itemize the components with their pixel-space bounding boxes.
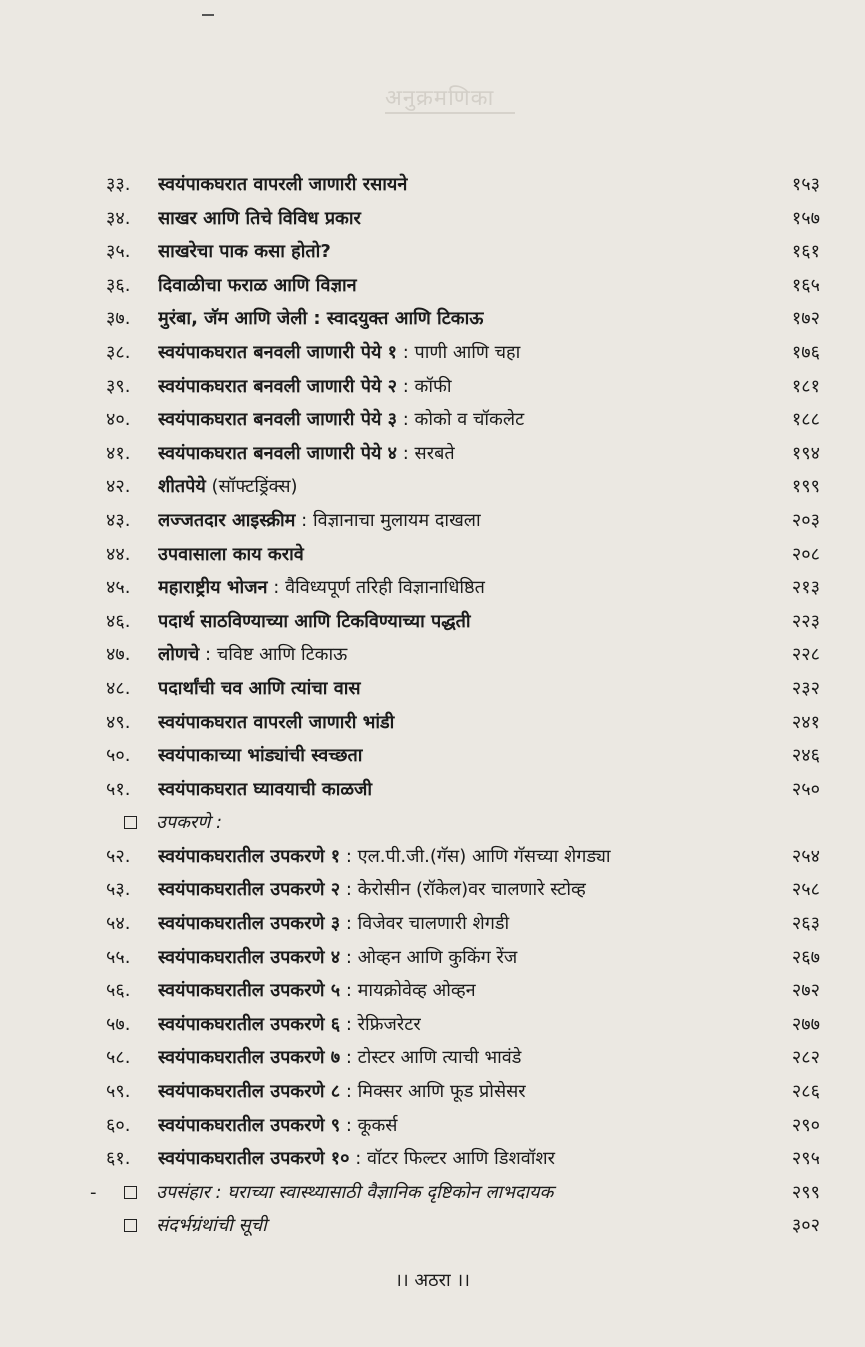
entry-title-main: लोणचे <box>158 644 200 666</box>
entry-number: ४७. <box>106 644 131 666</box>
entry-number: ५८. <box>106 1047 131 1069</box>
entry-title-sub: : ओव्हन आणि कुकिंग रेंज <box>340 946 518 968</box>
ghost-heading-underline <box>385 112 515 114</box>
entry-title <box>158 538 750 572</box>
entry-title-main: शीतपेये <box>158 476 206 498</box>
entry-page-number: २९५ <box>791 1148 820 1170</box>
toc-entry <box>106 470 820 504</box>
entry-title <box>158 1008 750 1042</box>
entry-page-number: २१३ <box>791 577 820 599</box>
entry-page-number: २२८ <box>791 644 820 666</box>
toc-entry <box>106 370 820 404</box>
dash-mark: - <box>90 1181 97 1203</box>
section-label: उपकरणे : <box>156 812 223 834</box>
entry-page-number: २५४ <box>791 845 820 867</box>
entry-title-main: स्वयंपाकघरातील उपकरणे ६ <box>158 1013 341 1035</box>
entry-title-main: साखरेचा पाक कसा होतो? <box>158 241 331 263</box>
entry-number: ५४. <box>106 913 131 935</box>
entry-title-sub: : कोको व चॉकलेट <box>397 409 525 431</box>
entry-title-sub: : वैविध्यपूर्ण तरिही विज्ञानाधिष्ठित <box>267 577 485 599</box>
entry-page-number: २९९ <box>791 1181 820 1203</box>
entry-number: ५७. <box>106 1013 131 1035</box>
entry-number: ५२. <box>106 845 131 867</box>
entry-title-main: स्वयंपाकघरातील उपकरणे १ <box>158 845 341 867</box>
entry-title-sub: : एल.पी.जी.(गॅस) आणि गॅसच्या शेगड्या <box>340 845 611 867</box>
toc-entry <box>106 672 820 706</box>
entry-title <box>158 403 750 437</box>
entry-title-main: स्वयंपाकघरातील उपकरणे ७ <box>158 1047 341 1069</box>
entry-number: ५३. <box>106 879 131 901</box>
page-number-footer: ।। अठरा ।। <box>395 1270 470 1291</box>
entry-number: ४८. <box>106 677 131 699</box>
entry-title-sub: : टोस्टर आणि त्याची भावंडे <box>340 1047 522 1069</box>
entry-title <box>158 873 750 907</box>
entry-title-main: मुरंबा, जॅम आणि जेली : स्वादयुक्त आणि टिकाऊ <box>158 308 484 330</box>
entry-number: ३९. <box>106 375 131 397</box>
entry-title-main: स्वयंपाकघरातील उपकरणे ३ <box>158 913 341 935</box>
entry-page-number: २६३ <box>791 913 820 935</box>
entry-number: ३४. <box>106 207 131 229</box>
appendix-entry <box>106 1209 820 1243</box>
entry-number: ५०. <box>106 745 131 767</box>
entry-page-number: २२३ <box>791 610 820 632</box>
entry-title-main: महाराष्ट्रीय भोजन <box>158 577 268 599</box>
entry-number: ३७. <box>106 308 131 330</box>
entry-title <box>158 605 750 639</box>
entry-title-sub: : मायक्रोवेव्ह ओव्हन <box>340 980 476 1002</box>
entry-title <box>158 941 750 975</box>
entry-number: ४३. <box>106 509 131 531</box>
entry-title-main: दिवाळीचा फराळ आणि विज्ञान <box>158 274 357 296</box>
checkbox-square-icon <box>124 1186 137 1199</box>
toc-entry <box>106 403 820 437</box>
entry-title-main: स्वयंपाकघरात वापरली जाणारी रसायने <box>158 174 408 195</box>
toc-entry <box>106 1008 820 1042</box>
ghost-heading: अनुक्रमणिका <box>385 86 495 111</box>
entry-title <box>158 504 750 538</box>
entry-title <box>158 1041 750 1075</box>
entry-page-number: २०८ <box>791 543 820 565</box>
toc-entry <box>106 638 820 672</box>
entry-page-number: १६१ <box>791 241 820 263</box>
entry-title <box>158 370 750 404</box>
toc-entry <box>106 907 820 941</box>
entry-page-number: २३२ <box>791 677 820 699</box>
entry-number: ४०. <box>106 409 131 431</box>
entry-title <box>158 437 750 471</box>
toc-entry <box>106 873 820 907</box>
entry-page-number: २५० <box>791 778 820 800</box>
entry-title-sub: : सरबते <box>397 442 455 464</box>
toc-entry <box>106 739 820 773</box>
appendix-label: संदर्भग्रंथांची सूची <box>156 1215 267 1237</box>
entry-title-sub: : पाणी आणि चहा <box>397 341 521 363</box>
section-header-upkarane <box>106 806 820 840</box>
appendix-entry <box>90 1176 820 1210</box>
toc-entry <box>106 1142 820 1176</box>
entry-number: ३६. <box>106 274 131 296</box>
entry-title <box>158 302 750 336</box>
entry-title <box>158 470 750 504</box>
checkbox-square-icon <box>124 816 137 829</box>
checkbox-square-icon <box>124 1219 137 1232</box>
entry-page-number: १६५ <box>791 274 820 296</box>
entry-number: ५९. <box>106 1081 131 1103</box>
entry-title-sub: : रेफ्रिजरेटर <box>340 1013 421 1035</box>
entry-number: ४९. <box>106 711 131 733</box>
entry-page-number: १८८ <box>791 409 820 431</box>
entry-number: ३८. <box>106 341 131 363</box>
entry-title-main: स्वयंपाकघरातील उपकरणे १० <box>158 1148 350 1170</box>
entry-page-number: १७२ <box>791 308 820 330</box>
toc-entry <box>106 605 820 639</box>
entry-title-main: स्वयंपाकघरातील उपकरणे ५ <box>158 980 341 1002</box>
entry-title <box>158 739 750 773</box>
entry-title <box>158 706 750 740</box>
entry-title <box>158 269 750 303</box>
entry-title <box>158 1075 750 1109</box>
entry-title-sub: : वॉटर फिल्टर आणि डिशवॉशर <box>349 1148 555 1170</box>
entry-number: ४५. <box>106 577 131 599</box>
entry-title-main: पदार्थांची चव आणि त्यांचा वास <box>158 677 361 699</box>
entry-number: ६१. <box>106 1148 131 1170</box>
entry-title-main: पदार्थ साठविण्याच्या आणि टिकविण्याच्या पद्धती <box>158 610 471 632</box>
entry-number: ४४. <box>106 543 131 565</box>
entry-title-sub: : चविष्ट आणि टिकाऊ <box>199 644 348 666</box>
entry-title-sub: : विजेवर चालणारी शेगडी <box>340 913 510 935</box>
entry-title-main: स्वयंपाकघरातील उपकरणे २ <box>158 879 341 901</box>
entry-title <box>158 672 750 706</box>
entry-title-main: स्वयंपाकाच्या भांड्यांची स्वच्छता <box>158 745 363 767</box>
entry-page-number: ३०२ <box>791 1215 820 1237</box>
entry-number: ३३. <box>106 174 131 195</box>
entry-title <box>158 336 750 370</box>
entry-number: ४६. <box>106 610 131 632</box>
entry-title <box>158 235 750 269</box>
toc-entry <box>106 571 820 605</box>
toc-entry <box>106 504 820 538</box>
entry-title-main: साखर आणि तिचे विविध प्रकार <box>158 207 361 229</box>
entry-title-main: स्वयंपाकघरात बनवली जाणारी पेये १ <box>158 341 398 363</box>
entry-title-main: स्वयंपाकघरातील उपकरणे ९ <box>158 1114 341 1136</box>
entry-number: ५५. <box>106 946 131 968</box>
toc-entry <box>106 538 820 572</box>
entry-title-sub: : मिक्सर आणि फूड प्रोसेसर <box>340 1081 526 1103</box>
entry-number: ५६. <box>106 980 131 1002</box>
toc-entry <box>106 1075 820 1109</box>
toc-entry <box>106 336 820 370</box>
toc-entry <box>106 941 820 975</box>
entry-title-sub: : कूकर्स <box>340 1114 398 1136</box>
toc-entry <box>106 269 820 303</box>
entry-title-sub: : केरोसीन (रॉकेल)वर चालणारे स्टोव्ह <box>340 879 586 901</box>
entry-page-number: १८१ <box>791 375 820 397</box>
entry-title-main: उपवासाला काय करावे <box>158 543 304 565</box>
toc-entry <box>106 706 820 740</box>
entry-page-number: १९४ <box>791 442 820 464</box>
entry-number: ६०. <box>106 1114 131 1136</box>
entry-number: ४२. <box>106 476 131 498</box>
entry-title-main: स्वयंपाकघरात बनवली जाणारी पेये २ <box>158 375 398 397</box>
entry-number: ४१. <box>106 442 131 464</box>
entry-title-main: स्वयंपाकघरात घ्यावयाची काळजी <box>158 778 373 800</box>
entry-title <box>158 974 750 1008</box>
toc-entry <box>106 302 820 336</box>
entry-title-sub: (सॉफ्टड्रिंक्स) <box>205 476 298 498</box>
entry-title-main: स्वयंपाकघरातील उपकरणे ८ <box>158 1081 341 1103</box>
entry-title-main: स्वयंपाकघरात बनवली जाणारी पेये ३ <box>158 409 398 431</box>
entry-title-main: लज्जतदार आइस्क्रीम <box>158 509 296 531</box>
entry-title <box>158 1142 750 1176</box>
ink-mark <box>202 14 214 16</box>
entry-number: ३५. <box>106 241 131 263</box>
entry-page-number: २८६ <box>791 1081 820 1103</box>
entry-title <box>158 907 750 941</box>
appendix-label: उपसंहार : घराच्या स्वास्थ्यासाठी वैज्ञानिक दृष्टिकोन लाभदायक <box>156 1181 554 1203</box>
entry-page-number: २५८ <box>791 879 820 901</box>
toc-entry <box>106 437 820 471</box>
entry-page-number: २८२ <box>791 1047 820 1069</box>
entry-title <box>158 773 750 807</box>
entry-title-sub: : विज्ञानाचा मुलायम दाखला <box>295 509 481 531</box>
entry-page-number: २७७ <box>791 1013 820 1035</box>
entry-page-number: २६७ <box>791 946 820 968</box>
toc-entry <box>106 202 820 236</box>
entry-title <box>158 202 750 236</box>
entry-page-number: १७६ <box>791 341 820 363</box>
entry-page-number: २०३ <box>791 509 820 531</box>
entry-title-main: स्वयंपाकघरात बनवली जाणारी पेये ४ <box>158 442 398 464</box>
toc-entry <box>106 1109 820 1143</box>
entry-title <box>158 571 750 605</box>
entry-number: ५१. <box>106 778 131 800</box>
entry-title <box>158 638 750 672</box>
entry-page-number: २७२ <box>791 980 820 1002</box>
entry-title-main: स्वयंपाकघरात वापरली जाणारी भांडी <box>158 711 395 733</box>
toc-entry <box>106 1041 820 1075</box>
toc-entry <box>106 974 820 1008</box>
entry-title-main: स्वयंपाकघरातील उपकरणे ४ <box>158 946 341 968</box>
entry-page-number: २४१ <box>791 711 820 733</box>
entry-page-number: १५७ <box>791 207 820 229</box>
toc-entry <box>106 840 820 874</box>
entry-page-number: १५३ <box>791 174 820 195</box>
toc-entry <box>106 235 820 269</box>
entry-page-number: १९९ <box>791 476 820 498</box>
entry-page-number: २९० <box>791 1114 820 1136</box>
entry-title <box>158 168 750 202</box>
entry-title-sub: : कॉफी <box>397 375 452 397</box>
toc-entry <box>106 773 820 807</box>
table-of-contents <box>90 168 820 1243</box>
toc-entry <box>106 168 820 202</box>
entry-page-number: २४६ <box>791 745 820 767</box>
entry-title <box>158 1109 750 1143</box>
entry-title <box>158 840 750 874</box>
